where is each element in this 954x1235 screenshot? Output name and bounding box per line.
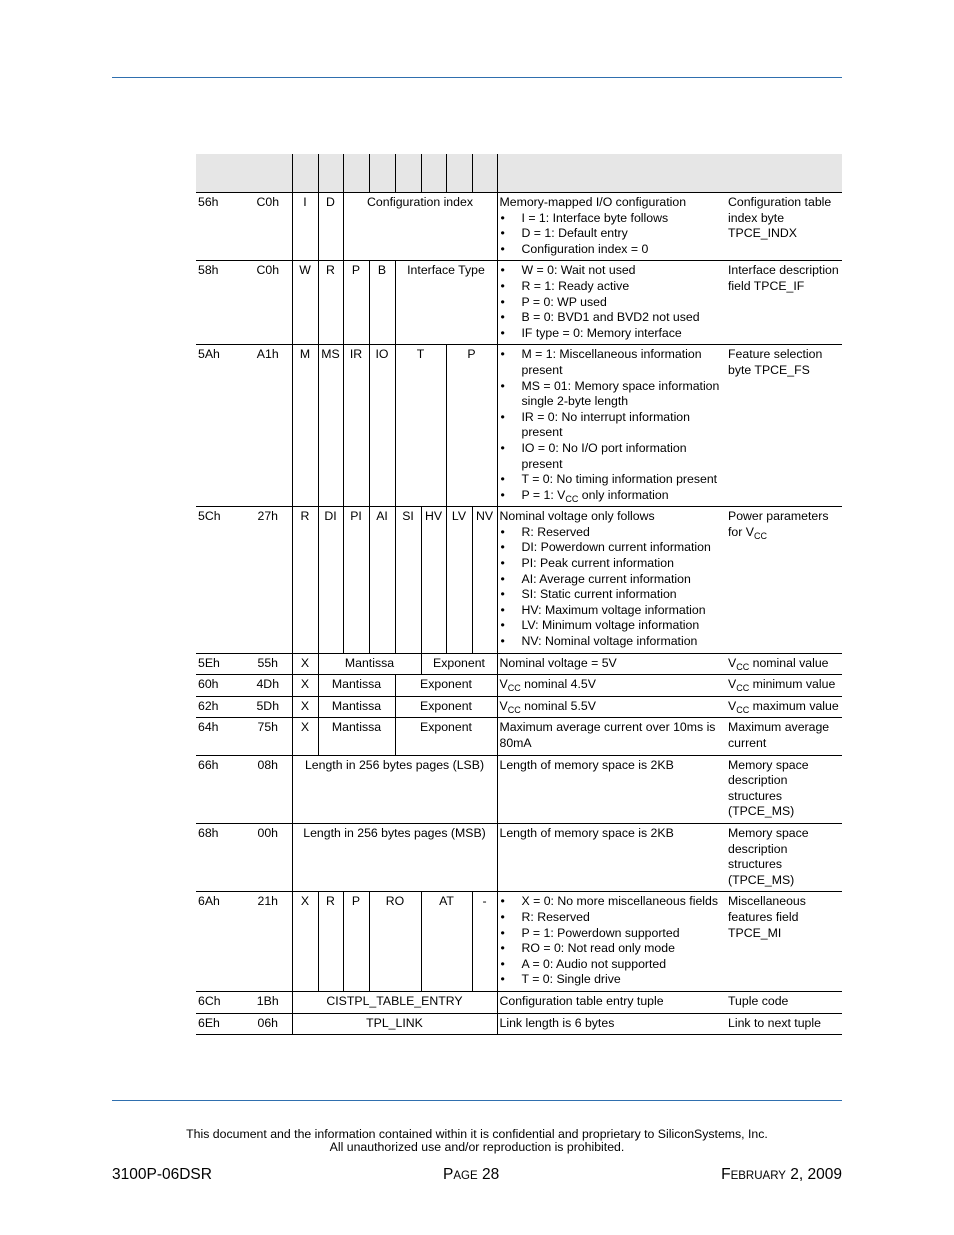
description-cell — [497, 193, 726, 261]
table-header-row — [196, 154, 842, 193]
description-text: nominal 5.5V — [520, 698, 596, 713]
function-cell: Memory space description structures (TPCE_MS) — [726, 755, 842, 823]
function-cell: Memory space description structures (TPCE_MS) — [726, 823, 842, 891]
header-cell — [196, 154, 244, 193]
bit-field-cell: Exponent — [421, 653, 497, 675]
offset-cell: 5Ah — [196, 345, 244, 507]
confidentiality-notice-line-2: All unauthorized use and/or reproduction is prohibited. — [329, 1140, 625, 1154]
bit-cell: HV — [421, 507, 446, 653]
bit-cell: X — [292, 653, 318, 675]
table-row — [196, 755, 842, 823]
function-cell: Link to next tuple — [726, 1013, 842, 1035]
list-item: • MS = 01: Memory space information single 2-byte length — [500, 379, 725, 410]
data-cell: 27h — [244, 507, 292, 653]
bit-field-cell: Interface Type — [395, 261, 497, 345]
bit-cell: P — [343, 261, 369, 345]
function-text: minimum value — [749, 677, 836, 692]
description-cell — [497, 507, 726, 653]
list-item: • RO = 0: Not read only mode — [500, 941, 725, 957]
table-row — [196, 1013, 842, 1035]
header-cell — [244, 154, 292, 193]
bit-cell: M — [292, 345, 318, 507]
description-cell — [497, 345, 726, 507]
bit-field-cell: Length in 256 bytes pages (MSB) — [292, 823, 497, 891]
header-cell — [292, 154, 318, 193]
bit-field-cell: Exponent — [395, 675, 497, 697]
list-item: • HV: Maximum voltage information — [500, 603, 725, 619]
bit-field-cell: TPL_LINK — [292, 1013, 497, 1035]
data-cell: 21h — [244, 892, 292, 992]
bit-field-cell: Exponent — [395, 696, 497, 718]
header-cell — [472, 154, 497, 193]
list-item: • T = 0: Single drive — [500, 972, 725, 988]
list-item: • R: Reserved — [500, 525, 725, 541]
header-cell — [421, 154, 446, 193]
function-cell: Maximum average current — [726, 718, 842, 755]
description-cell: Configuration table entry tuple — [497, 991, 726, 1013]
bit-cell: P — [343, 892, 369, 992]
bit-field-cell: RO — [369, 892, 421, 992]
list-item: • P = 0: WP used — [500, 295, 725, 311]
bit-cell: R — [318, 892, 343, 992]
list-item: • P = 1: Powerdown supported — [500, 926, 725, 942]
subscript: CC — [507, 704, 521, 715]
date-month-initial: F — [721, 1166, 731, 1183]
page-number-value: 28 — [477, 1166, 500, 1183]
bit-cell: W — [292, 261, 318, 345]
table-row — [196, 193, 842, 261]
data-cell: 08h — [244, 755, 292, 823]
description-cell: Nominal voltage = 5V — [497, 653, 726, 675]
bit-cell: X — [292, 696, 318, 718]
cis-tuple-table — [196, 154, 842, 1035]
description-cell: Length of memory space is 2KB — [497, 755, 726, 823]
description-title: Memory-mapped I/O configuration — [499, 195, 687, 209]
offset-cell: 68h — [196, 823, 244, 891]
description-title: Nominal voltage only follows — [499, 509, 655, 524]
bit-cell: IR — [343, 345, 369, 507]
function-cell — [726, 507, 842, 653]
bit-field-cell: Mantissa — [318, 653, 421, 675]
confidentiality-notice-line-1: This document and the information contained within it is confidential and proprietary to SiliconSystems, Inc. — [186, 1127, 768, 1141]
table-row — [196, 675, 842, 697]
subscript: CC — [736, 704, 750, 715]
data-cell: 4Dh — [244, 675, 292, 697]
bit-field-cell: Configuration index — [343, 193, 497, 261]
bit-cell: IO — [369, 345, 395, 507]
offset-cell: 5Ch — [196, 507, 244, 653]
list-item: • SI: Static current information — [500, 587, 725, 603]
header-cell — [343, 154, 369, 193]
list-item-text: P = 1: V — [521, 487, 566, 502]
offset-cell: 5Eh — [196, 653, 244, 675]
function-cell: Configuration table index byte TPCE_INDX — [726, 193, 842, 261]
list-item: • I = 1: Interface byte follows — [500, 211, 725, 227]
list-item: • D = 1: Default entry — [500, 226, 725, 242]
data-cell: A1h — [244, 345, 292, 507]
bit-cell: - — [472, 892, 497, 992]
data-cell: C0h — [244, 261, 292, 345]
description-cell — [497, 675, 726, 697]
header-cell — [395, 154, 421, 193]
list-item: • PI: Peak current information — [500, 556, 725, 572]
bit-cell: MS — [318, 345, 343, 507]
list-item: • NV: Nominal voltage information — [500, 634, 725, 650]
data-cell: C0h — [244, 193, 292, 261]
date-day-year: 2, 2009 — [785, 1166, 842, 1183]
offset-cell: 58h — [196, 261, 244, 345]
bit-cell: LV — [446, 507, 472, 653]
description-cell — [497, 261, 726, 345]
function-text: V — [728, 677, 737, 692]
table-row — [196, 696, 842, 718]
footer-rule — [112, 1100, 842, 1101]
list-item: • T = 0: No timing information present — [500, 472, 725, 488]
table-row — [196, 653, 842, 675]
offset-cell: 62h — [196, 696, 244, 718]
bit-cell: R — [292, 507, 318, 653]
list-item: • IO = 0: No I/O port information present — [500, 441, 725, 472]
table-row — [196, 991, 842, 1013]
document-id: 3100P-06DSR — [112, 1166, 212, 1183]
data-cell: 55h — [244, 653, 292, 675]
list-item: • R: Reserved — [500, 910, 725, 926]
description-list — [500, 347, 725, 503]
header-cell — [446, 154, 472, 193]
bit-cell: X — [292, 718, 318, 755]
list-item — [500, 488, 725, 504]
subscript: CC — [736, 683, 750, 694]
bit-cell: D — [318, 193, 343, 261]
document-date — [721, 1166, 842, 1184]
bit-cell: B — [369, 261, 395, 345]
bit-field-cell: T — [395, 345, 446, 507]
bit-cell: PI — [343, 507, 369, 653]
function-cell — [726, 653, 842, 675]
subscript: CC — [565, 493, 579, 504]
offset-cell: 6Ah — [196, 892, 244, 992]
function-text: Power parameters for V — [728, 509, 829, 539]
list-item: • W = 0: Wait not used — [500, 263, 725, 279]
offset-cell: 66h — [196, 755, 244, 823]
table-row — [196, 892, 842, 992]
bit-field-cell: P — [446, 345, 497, 507]
header-cell — [369, 154, 395, 193]
bit-field-cell: CISTPL_TABLE_ENTRY — [292, 991, 497, 1013]
function-text: V — [728, 698, 737, 713]
subscript: CC — [753, 530, 767, 541]
bit-cell: DI — [318, 507, 343, 653]
function-cell: Feature selection byte TPCE_FS — [726, 345, 842, 507]
header-cell — [497, 154, 726, 193]
list-item: • IF type = 0: Memory interface — [500, 326, 725, 342]
description-text: V — [499, 698, 508, 713]
function-cell — [726, 675, 842, 697]
data-cell: 06h — [244, 1013, 292, 1035]
list-item: • IR = 0: No interrupt information present — [500, 410, 725, 441]
bit-cell: NV — [472, 507, 497, 653]
list-item: • M = 1: Miscellaneous information present — [500, 347, 725, 378]
data-cell: 00h — [244, 823, 292, 891]
offset-cell: 64h — [196, 718, 244, 755]
function-text: maximum value — [749, 698, 839, 713]
offset-cell: 6Eh — [196, 1013, 244, 1035]
header-cell — [726, 154, 842, 193]
page-number — [443, 1166, 499, 1184]
function-cell: Tuple code — [726, 991, 842, 1013]
table-row — [196, 261, 842, 345]
description-list — [500, 525, 725, 650]
function-text: nominal value — [749, 655, 829, 670]
bit-field-cell: AT — [421, 892, 472, 992]
list-item: • X = 0: No more miscellaneous fields — [500, 894, 725, 910]
list-item: • R = 1: Ready active — [500, 279, 725, 295]
description-list — [500, 894, 725, 988]
header-rule — [112, 77, 842, 78]
description-list — [500, 263, 725, 341]
list-item: • DI: Powerdown current information — [500, 540, 725, 556]
function-cell — [726, 696, 842, 718]
offset-cell: 60h — [196, 675, 244, 697]
bit-field-cell: Exponent — [395, 718, 497, 755]
description-cell: Maximum average current over 10ms is 80mA — [497, 718, 726, 755]
description-text: nominal 4.5V — [520, 677, 596, 692]
list-item: • LV: Minimum voltage information — [500, 618, 725, 634]
date-month-rest: EBRUARY — [730, 1170, 786, 1182]
bit-cell: X — [292, 675, 318, 697]
bit-cell: SI — [395, 507, 421, 653]
header-cell — [318, 154, 343, 193]
list-item: • A = 0: Audio not supported — [500, 957, 725, 973]
bit-cell: R — [318, 261, 343, 345]
function-cell: Interface description field TPCE_IF — [726, 261, 842, 345]
bit-cell: X — [292, 892, 318, 992]
description-cell: Link length is 6 bytes — [497, 1013, 726, 1035]
list-item: • AI: Average current information — [500, 572, 725, 588]
description-cell — [497, 696, 726, 718]
function-text: V — [728, 655, 737, 670]
table-row — [196, 507, 842, 653]
bit-field-cell: Mantissa — [318, 696, 395, 718]
table-row — [196, 823, 842, 891]
page-label-rest: AGE — [453, 1170, 478, 1182]
bit-cell: AI — [369, 507, 395, 653]
description-cell: Length of memory space is 2KB — [497, 823, 726, 891]
data-cell: 75h — [244, 718, 292, 755]
data-cell: 1Bh — [244, 991, 292, 1013]
data-cell: 5Dh — [244, 696, 292, 718]
table-row — [196, 718, 842, 755]
bit-field-cell: Mantissa — [318, 675, 395, 697]
bit-field-cell: Length in 256 bytes pages (LSB) — [292, 755, 497, 823]
description-list — [500, 211, 725, 258]
description-text: V — [499, 677, 508, 692]
subscript: CC — [736, 661, 750, 672]
description-cell — [497, 892, 726, 992]
offset-cell: 6Ch — [196, 991, 244, 1013]
list-item-text: only information — [578, 487, 669, 502]
offset-cell: 56h — [196, 193, 244, 261]
list-item: • B = 0: BVD1 and BVD2 not used — [500, 310, 725, 326]
function-cell: Miscellaneous features field TPCE_MI — [726, 892, 842, 992]
subscript: CC — [507, 683, 521, 694]
bit-field-cell: Mantissa — [318, 718, 395, 755]
table-row — [196, 345, 842, 507]
page-label-initial: P — [443, 1166, 454, 1183]
bit-cell: I — [292, 193, 318, 261]
list-item: • Configuration index = 0 — [500, 242, 725, 258]
